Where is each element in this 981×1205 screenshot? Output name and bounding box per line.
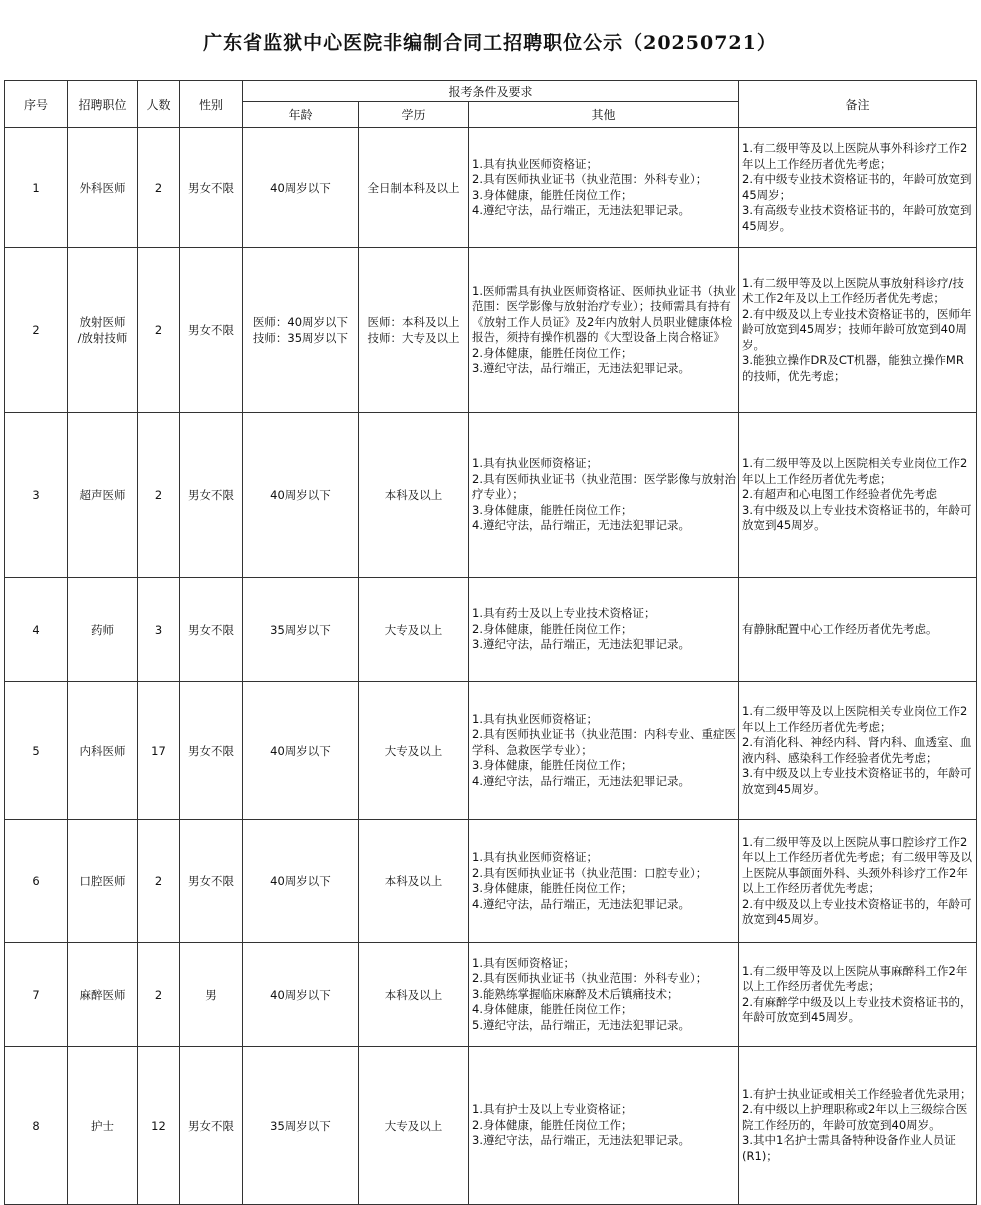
cell-education-line: 大专及以上 xyxy=(384,1118,443,1133)
cell-remarks xyxy=(739,682,977,820)
cell-count: 12 xyxy=(138,1047,180,1205)
cell-other-line: 2.身体健康，能胜任岗位工作； xyxy=(472,1117,633,1132)
cell-gender: 男 xyxy=(180,943,243,1047)
cell-education-line: 医师：本科及以上 xyxy=(367,315,460,329)
cell-age xyxy=(243,413,359,578)
recruitment-notice-sheet xyxy=(4,0,976,1205)
cell-position xyxy=(68,248,138,413)
cell-remarks-line: 2.有中级以上护理职称或2年以上三级综合医院工作经历的，年龄可放宽到40周岁。 xyxy=(742,1102,968,1132)
cell-position xyxy=(68,820,138,943)
cell-other xyxy=(469,820,739,943)
cell-seq: 7 xyxy=(5,943,68,1047)
positions-table xyxy=(4,80,977,1205)
table-row xyxy=(5,682,977,820)
cell-other-line: 2.具有医师执业证书（执业范围：内科专业、重症医学科、急救医学专业）； xyxy=(472,727,736,757)
cell-education-line: 本科及以上 xyxy=(384,874,443,888)
table-row xyxy=(5,578,977,682)
cell-position xyxy=(68,1047,138,1205)
cell-age-line: 技师：35周岁以下 xyxy=(252,331,349,345)
cell-age-line: 40周岁以下 xyxy=(270,488,331,502)
cell-count: 2 xyxy=(138,248,180,413)
header-age: 年龄 xyxy=(243,102,359,128)
header-remarks: 备注 xyxy=(739,81,977,128)
cell-remarks-line: 3.有中级及以上专业技术资格证书的，年龄可放宽到45周岁。 xyxy=(742,766,972,796)
cell-other-line: 3.身体健康，能胜任岗位工作； xyxy=(472,187,633,202)
table-row xyxy=(5,413,977,578)
cell-remarks xyxy=(739,943,977,1047)
cell-other-line: 2.身体健康，能胜任岗位工作； xyxy=(472,621,633,636)
cell-position xyxy=(68,413,138,578)
cell-gender: 男女不限 xyxy=(180,820,243,943)
cell-remarks xyxy=(739,413,977,578)
cell-education xyxy=(359,248,469,413)
cell-position xyxy=(68,578,138,682)
cell-education-line: 大专及以上 xyxy=(384,743,443,758)
cell-age-line: 40周岁以下 xyxy=(270,987,331,1002)
cell-other-line: 1.具有执业医师资格证； xyxy=(472,850,598,864)
cell-position xyxy=(68,943,138,1047)
cell-age xyxy=(243,578,359,682)
cell-education-line: 技师：大专及以上 xyxy=(367,331,460,345)
cell-remarks xyxy=(739,1047,977,1205)
cell-remarks-line: 2.有中级及以上专业技术资格证书的，医师年龄可放宽到45周岁；技师年龄可放宽到40周岁。 xyxy=(742,306,972,352)
table-row xyxy=(5,943,977,1047)
cell-remarks-line: 2.有中级及以上专业技术资格证书的，年龄可放宽到45周岁。 xyxy=(742,896,972,926)
cell-other-line: 4.遵纪守法，品行端正，无违法犯罪记录。 xyxy=(472,896,690,911)
cell-education-line: 全日制本科及以上 xyxy=(367,180,460,195)
cell-count: 2 xyxy=(138,820,180,943)
cell-age xyxy=(243,820,359,943)
header-count: 人数 xyxy=(138,81,180,128)
cell-other xyxy=(469,413,739,578)
cell-other-line: 3.身体健康，能胜任岗位工作； xyxy=(472,502,633,517)
cell-gender: 男女不限 xyxy=(180,413,243,578)
cell-other xyxy=(469,1047,739,1205)
cell-other-line: 3.遵纪守法，品行端正，无违法犯罪记录。 xyxy=(472,1133,690,1148)
cell-other-line: 1.具有护士及以上专业资格证； xyxy=(472,1102,633,1117)
cell-gender: 男女不限 xyxy=(180,248,243,413)
cell-age xyxy=(243,943,359,1047)
cell-gender: 男女不限 xyxy=(180,682,243,820)
cell-remarks-line: 1.有二级甲等及以上医院从事口腔诊疗工作2年以上工作经历者优先考虑；有二级甲等及以上医院从事颌面外科、头颈外科诊疗工作2年以上工作经历者优先考虑； xyxy=(742,834,973,895)
cell-remarks-line: 3.有高级专业技术资格证书的，年龄可放宽到45周岁。 xyxy=(742,203,972,233)
cell-position-line: 内科医师 xyxy=(79,743,126,758)
cell-age xyxy=(243,682,359,820)
cell-other-line: 2.具有医师执业证书（执业范围：口腔专业）； xyxy=(472,865,708,880)
cell-other-line: 1.具有执业医师资格证； xyxy=(472,156,598,171)
cell-count: 3 xyxy=(138,578,180,682)
cell-position-line: 药师 xyxy=(91,622,114,637)
cell-remarks-line: 1.有二级甲等及以上医院从事放射科诊疗/技术工作2年及以上工作经历者优先考虑； xyxy=(742,275,964,306)
cell-count: 2 xyxy=(138,413,180,578)
cell-other-line: 3.遵纪守法，品行端正，无违法犯罪记录。 xyxy=(472,361,690,375)
cell-remarks xyxy=(739,578,977,682)
cell-remarks-line: 2.有麻醉学中级及以上专业技术资格证书的，年龄可放宽到45周岁。 xyxy=(742,994,972,1024)
cell-other-line: 3.身体健康，能胜任岗位工作； xyxy=(472,881,633,895)
cell-age-line: 35周岁以下 xyxy=(270,622,331,637)
cell-other-line: 2.具有医师执业证书（执业范围：外科专业）； xyxy=(472,172,708,186)
cell-education-line: 本科及以上 xyxy=(384,987,443,1002)
cell-position-line: 口腔医师 xyxy=(79,874,126,888)
cell-other xyxy=(469,578,739,682)
cell-remarks-line: 2.有消化科、神经内科、肾内科、血透室、血液内科、感染科工作经验者优先考虑； xyxy=(742,735,972,765)
cell-other-line: 4.遵纪守法，品行端正，无违法犯罪记录。 xyxy=(472,518,690,533)
cell-seq: 4 xyxy=(5,578,68,682)
header-other: 其他 xyxy=(469,102,739,128)
cell-education xyxy=(359,578,469,682)
cell-position-line: 放射医师 xyxy=(79,315,126,329)
cell-gender: 男女不限 xyxy=(180,578,243,682)
cell-seq: 2 xyxy=(5,248,68,413)
cell-other xyxy=(469,128,739,248)
cell-seq: 5 xyxy=(5,682,68,820)
cell-other-line: 3.能熟练掌握临床麻醉及术后镇痛技术； xyxy=(472,986,679,1001)
cell-count: 2 xyxy=(138,128,180,248)
cell-other-line: 1.具有药士及以上专业技术资格证； xyxy=(472,606,656,621)
cell-other-line: 2.具有医师执业证书（执业范围：外科专业）； xyxy=(472,971,708,986)
cell-remarks-line: 2.有中级专业技术资格证书的，年龄可放宽到45周岁； xyxy=(742,172,972,202)
cell-other-line: 4.遵纪守法，品行端正，无违法犯罪记录。 xyxy=(472,203,690,217)
cell-other-line: 1.具有执业医师资格证； xyxy=(472,456,598,471)
table-row xyxy=(5,128,977,248)
cell-position-line: 外科医师 xyxy=(79,180,126,195)
cell-position-line: 麻醉医师 xyxy=(79,987,126,1002)
cell-age xyxy=(243,1047,359,1205)
cell-count: 17 xyxy=(138,682,180,820)
cell-other-line: 1.具有执业医师资格证； xyxy=(472,711,598,726)
cell-seq: 8 xyxy=(5,1047,68,1205)
cell-position-line: /放射技师 xyxy=(77,331,128,345)
cell-other-line: 2.身体健康，能胜任岗位工作； xyxy=(472,345,633,360)
cell-remarks-line: 3.有中级及以上专业技术资格证书的，年龄可放宽到45周岁。 xyxy=(742,502,972,533)
table-body xyxy=(5,128,977,1205)
cell-education-line: 本科及以上 xyxy=(384,488,443,502)
cell-remarks-line: 有静脉配置中心工作经历者优先考虑。 xyxy=(742,621,938,636)
header-gender: 性别 xyxy=(180,81,243,128)
cell-other xyxy=(469,682,739,820)
cell-seq: 3 xyxy=(5,413,68,578)
cell-other-line: 4.遵纪守法，品行端正，无违法犯罪记录。 xyxy=(472,773,690,788)
cell-remarks-line: 1.有二级甲等及以上医院相关专业岗位工作2年以上工作经历者优先考虑； xyxy=(742,456,968,486)
cell-position xyxy=(68,128,138,248)
header-position: 招聘职位 xyxy=(68,81,138,128)
cell-other-line: 3.身体健康，能胜任岗位工作； xyxy=(472,758,633,773)
header-education: 学历 xyxy=(359,102,469,128)
cell-age-line: 35周岁以下 xyxy=(270,1118,331,1133)
cell-other-line: 1.具有医师资格证； xyxy=(472,955,575,970)
cell-age xyxy=(243,128,359,248)
header-seq: 序号 xyxy=(5,81,68,128)
cell-remarks xyxy=(739,820,977,943)
cell-gender: 男女不限 xyxy=(180,128,243,248)
cell-remarks xyxy=(739,128,977,248)
cell-seq: 6 xyxy=(5,820,68,943)
cell-education xyxy=(359,682,469,820)
cell-education-line: 大专及以上 xyxy=(384,622,443,637)
cell-education xyxy=(359,820,469,943)
cell-remarks-line: 3.能独立操作DR及CT机器，能独立操作MR的技师，优先考虑； xyxy=(742,353,964,383)
cell-count: 2 xyxy=(138,943,180,1047)
cell-education xyxy=(359,413,469,578)
cell-remarks-line: 1.有二级甲等及以上医院从事麻醉科工作2年以上工作经历者优先考虑； xyxy=(742,963,968,993)
cell-age-line: 医师：40周岁以下 xyxy=(252,315,349,329)
cell-other-line: 4.身体健康，能胜任岗位工作； xyxy=(472,1002,633,1017)
cell-education xyxy=(359,1047,469,1205)
cell-education xyxy=(359,943,469,1047)
cell-remarks-line: 2.有超声和心电图工作经验者优先考虑 xyxy=(742,487,938,502)
cell-other xyxy=(469,248,739,413)
table-row xyxy=(5,820,977,943)
cell-remarks-line: 3.其中1名护士需具备特种设备作业人员证(R1)； xyxy=(742,1133,956,1163)
header-conditions: 报考条件及要求 xyxy=(243,81,739,102)
cell-age-line: 40周岁以下 xyxy=(270,743,331,758)
cell-seq: 1 xyxy=(5,128,68,248)
cell-education xyxy=(359,128,469,248)
cell-age-line: 40周岁以下 xyxy=(270,180,331,195)
table-row xyxy=(5,1047,977,1205)
cell-other-line: 5.遵纪守法，品行端正，无违法犯罪记录。 xyxy=(472,1017,690,1032)
cell-gender: 男女不限 xyxy=(180,1047,243,1205)
cell-remarks-line: 1.有二级甲等及以上医院从事外科诊疗工作2年以上工作经历者优先考虑； xyxy=(742,141,968,171)
cell-other-line: 3.遵纪守法，品行端正，无违法犯罪记录。 xyxy=(472,637,690,652)
cell-other xyxy=(469,943,739,1047)
cell-age xyxy=(243,248,359,413)
cell-other-line: 2.具有医师执业证书（执业范围：医学影像与放射治疗专业）； xyxy=(472,471,736,502)
cell-remarks xyxy=(739,248,977,413)
cell-position xyxy=(68,682,138,820)
page-title: 广东省监狱中心医院非编制合同工招聘职位公示（20250721） xyxy=(203,32,777,54)
cell-other-line: 1.医师需具有执业医师资格证、医师执业证书（执业范围：医学影像与放射治疗专业）；技师需具有持有《放射工作人员证》及2年内放射人员职业健康体检报告，须持有操作机器的《大型设备上岗合格证》 xyxy=(472,283,736,344)
cell-age-line: 40周岁以下 xyxy=(270,874,331,888)
table-row xyxy=(5,248,977,413)
cell-remarks-line: 1.有护士执业证或相关工作经验者优先录用； xyxy=(742,1086,972,1101)
cell-position-line: 超声医师 xyxy=(79,488,126,502)
cell-position-line: 护士 xyxy=(91,1118,114,1133)
cell-remarks-line: 1.有二级甲等及以上医院相关专业岗位工作2年以上工作经历者优先考虑； xyxy=(742,704,968,734)
